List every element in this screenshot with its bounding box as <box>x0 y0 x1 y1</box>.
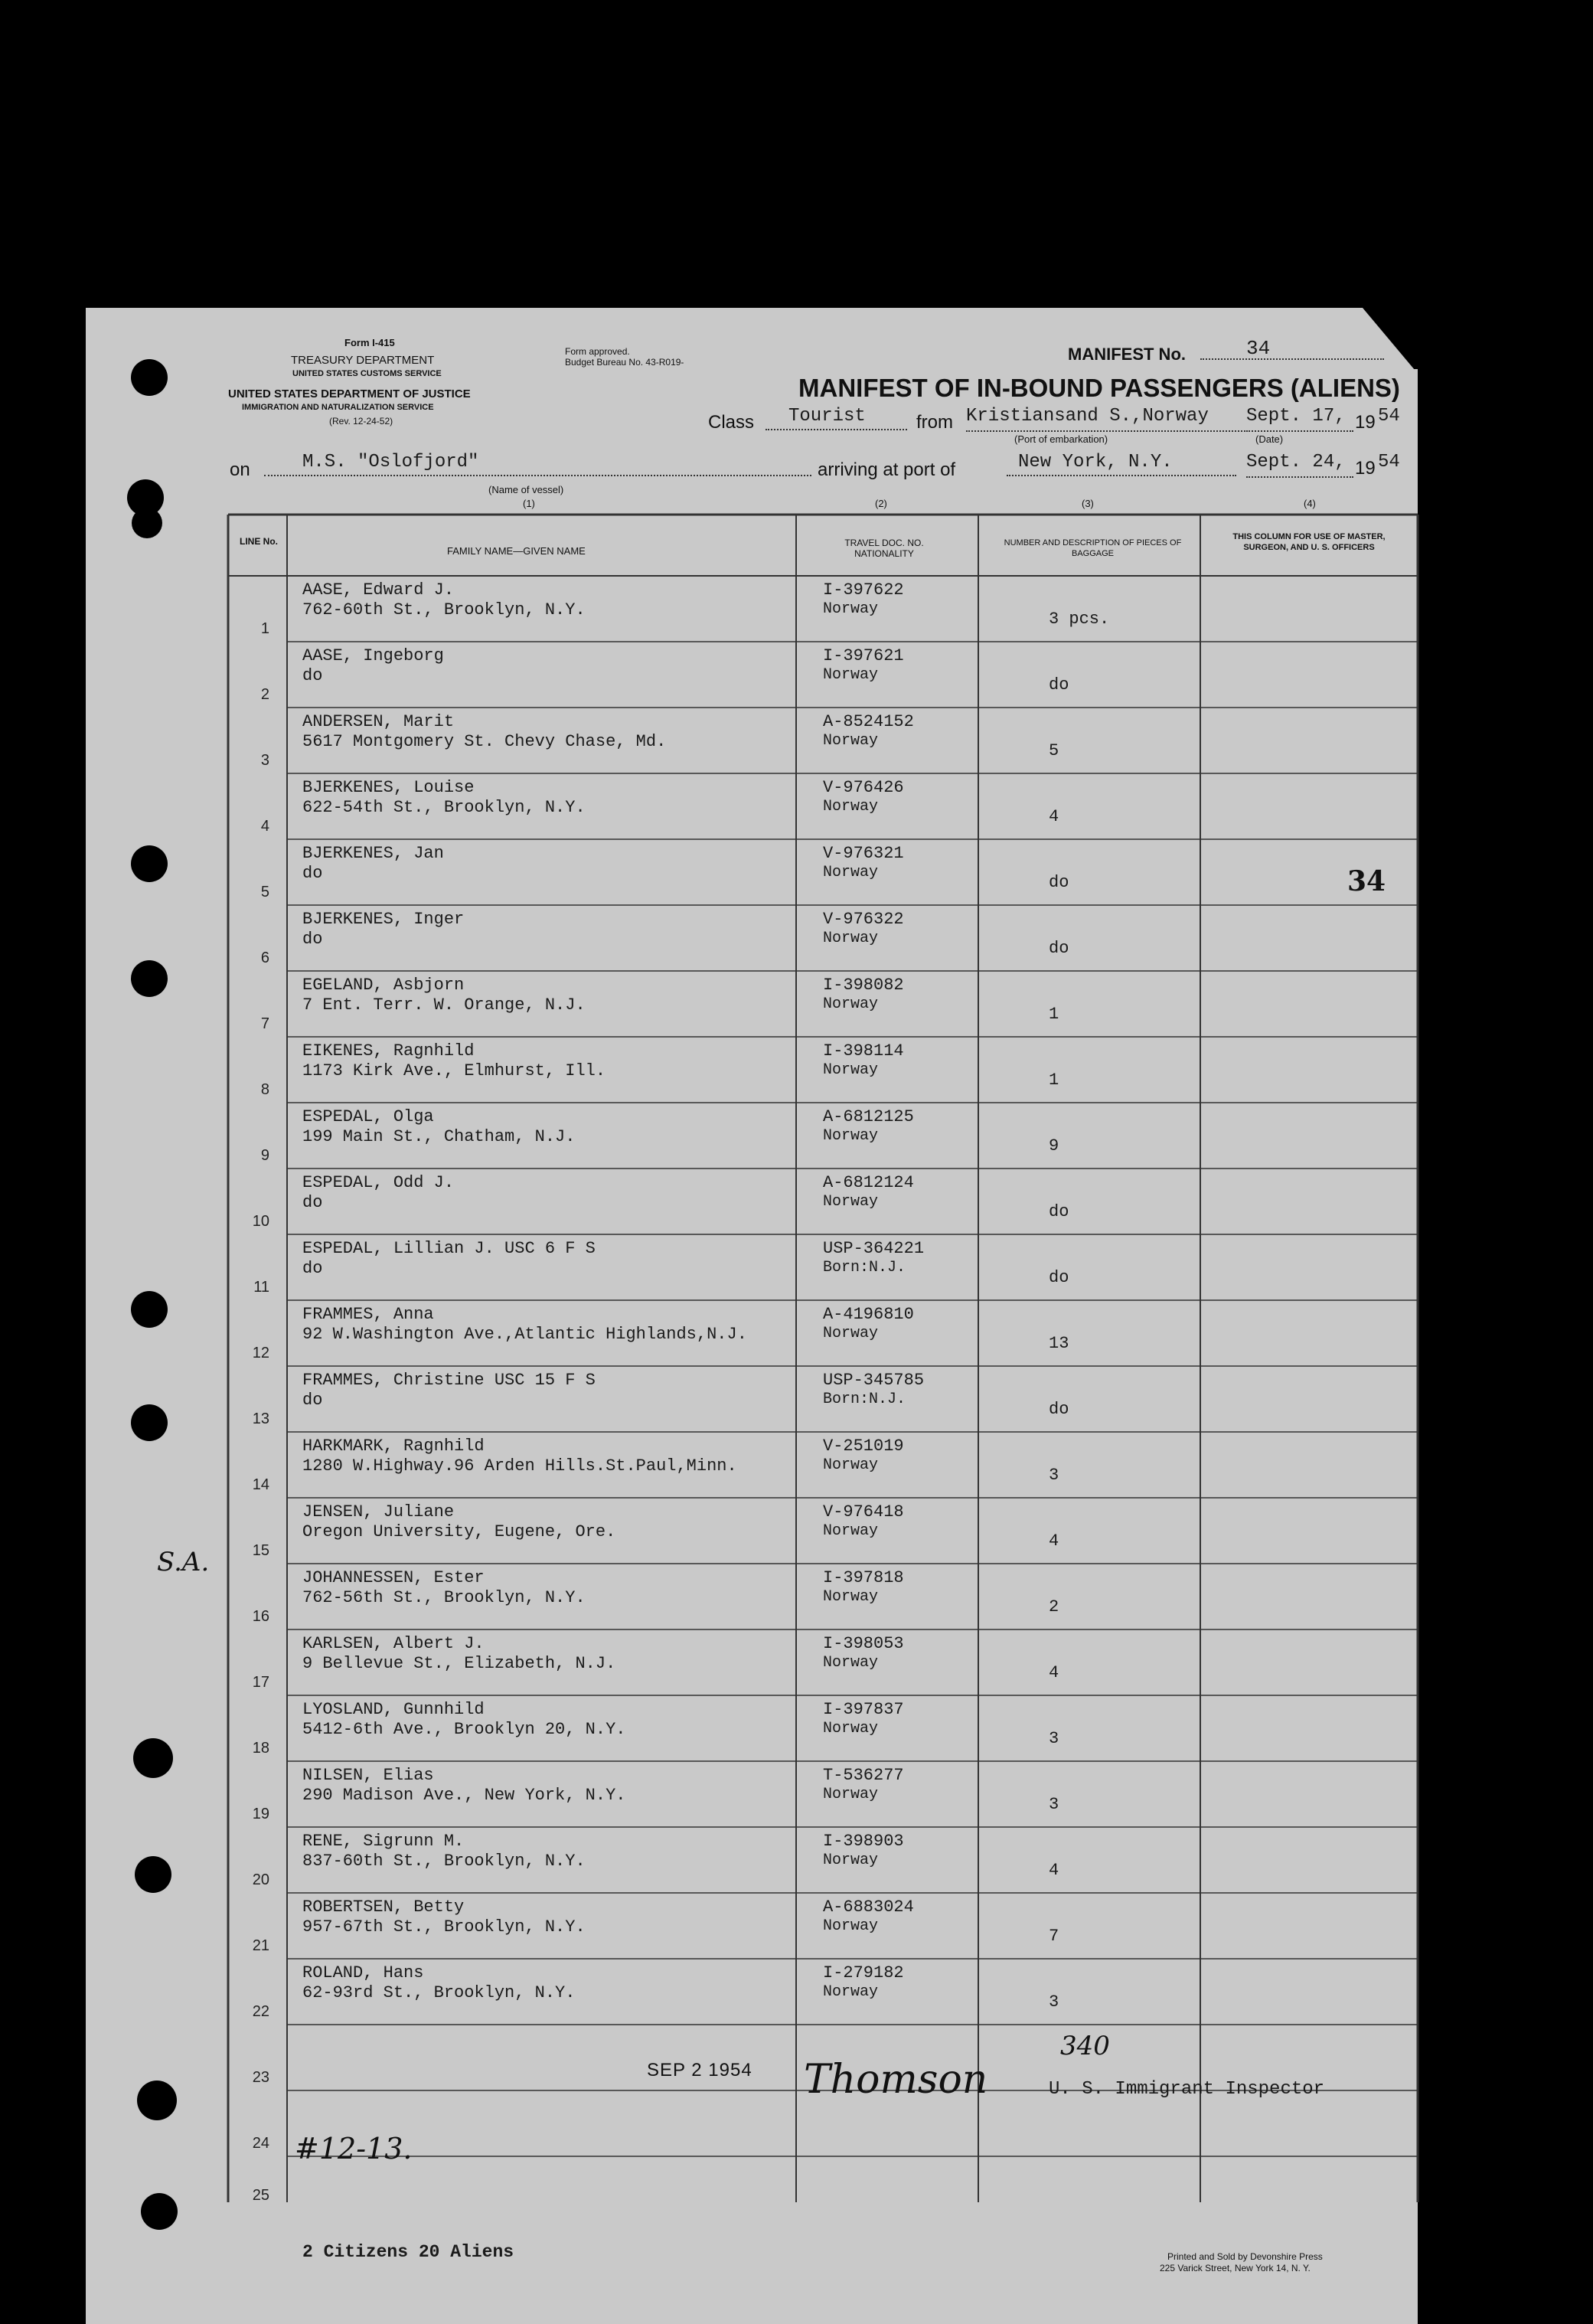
class-value: Tourist <box>765 406 907 430</box>
form-id: Form I-415 <box>344 337 395 348</box>
customs-service: UNITED STATES CUSTOMS SERVICE <box>292 369 442 378</box>
travel-doc-number: I-279182 <box>823 1963 904 1982</box>
baggage-count: 3 <box>1049 1795 1059 1814</box>
line-number: 13 <box>252 1410 269 1427</box>
arrival-year: 54 <box>1378 452 1400 472</box>
travel-doc-number: I-398053 <box>823 1634 904 1653</box>
line-number: 21 <box>252 1937 269 1954</box>
line-number: 14 <box>252 1476 269 1493</box>
line-number: 12 <box>252 1345 269 1361</box>
family-name: NILSEN, Elias <box>302 1766 434 1785</box>
nationality: Norway <box>823 1127 879 1145</box>
embarkation-date: Sept. 17, <box>1246 406 1353 432</box>
line-number: 15 <box>252 1542 269 1559</box>
embarkation-year-prefix: 19 <box>1355 412 1376 433</box>
arrival-year-prefix: 19 <box>1355 458 1376 479</box>
baggage-count: 4 <box>1049 1861 1059 1880</box>
family-name: AASE, Edward J. <box>302 580 455 600</box>
family-name: JOHANNESSEN, Ester <box>302 1568 485 1587</box>
embarkation-year: 54 <box>1378 406 1400 427</box>
line-number: 24 <box>252 2135 269 2152</box>
line-number: 1 <box>260 620 269 637</box>
nationality: Born:N.J. <box>823 1259 906 1276</box>
vessel-caption: (Name of vessel) <box>488 484 564 495</box>
address: 762-60th St., Brooklyn, N.Y. <box>302 600 586 619</box>
nationality: Norway <box>823 1786 879 1803</box>
baggage-count: 3 pcs. <box>1049 610 1110 629</box>
header-line-no: LINE No. <box>240 536 278 547</box>
address: do <box>302 1193 323 1212</box>
line-24-note: #12-13. <box>295 2132 413 2165</box>
arrival-port: New York, N.Y. <box>1007 452 1236 476</box>
travel-doc-number: A-8524152 <box>823 712 914 731</box>
ins-name: IMMIGRATION AND NATURALIZATION SERVICE <box>242 403 434 412</box>
family-name: ESPEDAL, Odd J. <box>302 1173 455 1192</box>
family-name: BJERKENES, Jan <box>302 844 444 863</box>
line-number: 19 <box>252 1806 269 1822</box>
family-name: FRAMMES, Anna <box>302 1305 434 1324</box>
address: 7 Ent. Terr. W. Orange, N.J. <box>302 995 586 1015</box>
nationality: Norway <box>823 666 879 684</box>
travel-doc-number: USP-345785 <box>823 1371 925 1390</box>
on-label: on <box>230 459 250 480</box>
travel-doc-number: USP-364221 <box>823 1239 925 1258</box>
manifest-title: MANIFEST OF IN-BOUND PASSENGERS (ALIENS) <box>798 374 1400 402</box>
address: 957-67th St., Brooklyn, N.Y. <box>302 1917 586 1937</box>
baggage-count: do <box>1049 1202 1069 1221</box>
line-number: 22 <box>252 2003 269 2020</box>
travel-doc-number: V-976426 <box>823 778 904 797</box>
nationality: Norway <box>823 1193 879 1211</box>
line-number: 8 <box>260 1081 269 1098</box>
family-name: EGELAND, Asbjorn <box>302 976 465 995</box>
printer-line-2: 225 Varick Street, New York 14, N. Y. <box>1160 2263 1311 2273</box>
officer-number: 34 <box>1347 865 1386 897</box>
arrival-date: Sept. 24, <box>1246 452 1353 478</box>
baggage-count: 4 <box>1049 807 1059 826</box>
address: do <box>302 1259 323 1278</box>
line-number: 6 <box>260 950 269 966</box>
travel-doc-number: V-251019 <box>823 1437 904 1456</box>
travel-doc-number: I-397621 <box>823 646 904 665</box>
footer-summary: 2 Citizens 20 Aliens <box>302 2242 514 2262</box>
col3-number: (3) <box>1082 498 1094 509</box>
line-number: 10 <box>252 1213 269 1230</box>
family-name: AASE, Ingeborg <box>302 646 444 665</box>
travel-doc-number: I-398903 <box>823 1832 904 1851</box>
travel-doc-number: I-398082 <box>823 976 904 995</box>
family-name: BJERKENES, Inger <box>302 910 465 929</box>
travel-doc-number: I-397837 <box>823 1700 904 1719</box>
baggage-count: do <box>1049 873 1069 892</box>
family-name: JENSEN, Juliane <box>302 1502 455 1522</box>
line-number: 25 <box>252 2187 269 2204</box>
address: 9 Bellevue St., Elizabeth, N.J. <box>302 1654 616 1673</box>
address: Oregon University, Eugene, Ore. <box>302 1522 616 1541</box>
arriving-label: arriving at port of <box>818 459 956 480</box>
nationality: Norway <box>823 1852 879 1869</box>
travel-doc-number: A-6812125 <box>823 1107 914 1126</box>
date-caption: (Date) <box>1255 433 1284 445</box>
baggage-count: 3 <box>1049 1992 1059 2012</box>
travel-doc-number: I-398114 <box>823 1041 904 1061</box>
line-number: 11 <box>253 1279 269 1296</box>
revision: (Rev. 12-24-52) <box>329 416 393 427</box>
travel-doc-number: I-397818 <box>823 1568 904 1587</box>
travel-doc-number: V-976322 <box>823 910 904 929</box>
nationality: Norway <box>823 600 879 618</box>
margin-sa-note: S.A. <box>157 1547 210 1577</box>
col4-number: (4) <box>1304 498 1316 509</box>
line-number: 3 <box>260 752 269 769</box>
address: 837-60th St., Brooklyn, N.Y. <box>302 1852 586 1871</box>
family-name: FRAMMES, Christine USC 15 F S <box>302 1371 596 1390</box>
header-name: FAMILY NAME—GIVEN NAME <box>447 545 586 557</box>
address: 1280 W.Highway.96 Arden Hills.St.Paul,Minn. <box>302 1456 737 1476</box>
line-number: 4 <box>260 818 269 835</box>
travel-doc-number: A-6883024 <box>823 1897 914 1917</box>
line-number: 7 <box>260 1015 269 1032</box>
approval-line-1: Form approved. <box>565 346 630 357</box>
class-label: Class <box>708 412 755 433</box>
baggage-count: do <box>1049 675 1069 695</box>
baggage-count: 7 <box>1049 1927 1059 1946</box>
baggage-count: 3 <box>1049 1729 1059 1748</box>
nationality: Norway <box>823 995 879 1013</box>
code-340: 340 <box>1060 2031 1110 2061</box>
address: do <box>302 666 323 685</box>
col2-number: (2) <box>875 498 887 509</box>
inspection-stamp-date: SEP 2 1954 <box>647 2060 752 2080</box>
travel-doc-number: A-4196810 <box>823 1305 914 1324</box>
col1-number: (1) <box>523 498 535 509</box>
nationality: Born:N.J. <box>823 1391 906 1408</box>
approval-line-2: Budget Bureau No. 43-R019- <box>565 357 684 368</box>
baggage-count: 13 <box>1049 1334 1069 1353</box>
address: do <box>302 864 323 883</box>
travel-doc-number: I-397622 <box>823 580 904 600</box>
family-name: ANDERSEN, Marit <box>302 712 455 731</box>
nationality: Norway <box>823 864 879 881</box>
nationality: Norway <box>823 1325 879 1342</box>
baggage-count: 2 <box>1049 1597 1059 1616</box>
address: do <box>302 1391 323 1410</box>
travel-doc-number: V-976418 <box>823 1502 904 1522</box>
header-travel-doc: TRAVEL DOC. NO. NATIONALITY <box>844 538 924 559</box>
inspector-title: U. S. Immigrant Inspector <box>1049 2079 1325 2100</box>
address: 1173 Kirk Ave., Elmhurst, Ill. <box>302 1061 606 1080</box>
family-name: BJERKENES, Louise <box>302 778 475 797</box>
address: 622-54th St., Brooklyn, N.Y. <box>302 798 586 817</box>
line-number: 18 <box>252 1740 269 1757</box>
printer-line-1: Printed and Sold by Devonshire Press <box>1167 2251 1323 2262</box>
travel-doc-number: V-976321 <box>823 844 904 863</box>
travel-doc-number: A-6812124 <box>823 1173 914 1192</box>
nationality: Norway <box>823 1061 879 1079</box>
nationality: Norway <box>823 1917 879 1935</box>
nationality: Norway <box>823 1983 879 2001</box>
header-baggage: NUMBER AND DESCRIPTION OF PIECES OF BAGGAGE <box>1004 538 1182 558</box>
address: 5412-6th Ave., Brooklyn 20, N.Y. <box>302 1720 626 1739</box>
family-name: HARKMARK, Ragnhild <box>302 1437 485 1456</box>
family-name: EIKENES, Ragnhild <box>302 1041 475 1061</box>
line-number: 9 <box>260 1147 269 1164</box>
address: 762-56th St., Brooklyn, N.Y. <box>302 1588 586 1607</box>
nationality: Norway <box>823 1654 879 1672</box>
baggage-count: 4 <box>1049 1531 1059 1551</box>
address: 5617 Montgomery St. Chevy Chase, Md. <box>302 732 667 751</box>
baggage-count: 1 <box>1049 1005 1059 1024</box>
line-number: 23 <box>252 2069 269 2086</box>
family-name: LYOSLAND, Gunnhild <box>302 1700 485 1719</box>
line-number: 16 <box>252 1608 269 1625</box>
baggage-count: 3 <box>1049 1466 1059 1485</box>
family-name: KARLSEN, Albert J. <box>302 1634 485 1653</box>
nationality: Norway <box>823 1588 879 1606</box>
dept-justice: UNITED STATES DEPARTMENT OF JUSTICE <box>228 387 471 400</box>
family-name: ESPEDAL, Olga <box>302 1107 434 1126</box>
nationality: Norway <box>823 930 879 947</box>
nationality: Norway <box>823 732 879 750</box>
vessel-name: M.S. "Oslofjord" <box>264 452 811 476</box>
dept-treasury: TREASURY DEPARTMENT <box>291 354 435 367</box>
inspector-signature: Thomson <box>804 2057 988 2103</box>
address: 199 Main St., Chatham, N.J. <box>302 1127 576 1146</box>
baggage-count: do <box>1049 1400 1069 1419</box>
address: do <box>302 930 323 949</box>
manifest-no-label: MANIFEST No. <box>1068 345 1186 364</box>
baggage-count: 5 <box>1049 741 1059 760</box>
address: 290 Madison Ave., New York, N.Y. <box>302 1786 626 1805</box>
baggage-count: 1 <box>1049 1070 1059 1090</box>
baggage-count: 4 <box>1049 1663 1059 1682</box>
line-number: 17 <box>252 1674 269 1691</box>
line-number: 20 <box>252 1871 269 1888</box>
baggage-count: 9 <box>1049 1136 1059 1155</box>
family-name: ROLAND, Hans <box>302 1963 424 1982</box>
family-name: RENE, Sigrunn M. <box>302 1832 465 1851</box>
address: 92 W.Washington Ave.,Atlantic Highlands,N.J. <box>302 1325 747 1344</box>
travel-doc-number: T-536277 <box>823 1766 904 1785</box>
family-name: ROBERTSEN, Betty <box>302 1897 465 1917</box>
baggage-count: do <box>1049 1268 1069 1287</box>
nationality: Norway <box>823 1522 879 1540</box>
from-label: from <box>916 412 953 433</box>
line-number: 5 <box>260 884 269 901</box>
baggage-count: do <box>1049 939 1069 958</box>
family-name: ESPEDAL, Lillian J. USC 6 F S <box>302 1239 596 1258</box>
header-officers: THIS COLUMN FOR USE OF MASTER, SURGEON, AND U. S. OFFICERS <box>1232 532 1386 552</box>
address: 62-93rd St., Brooklyn, N.Y. <box>302 1983 576 2002</box>
port-caption: (Port of embarkation) <box>1014 433 1108 445</box>
nationality: Norway <box>823 798 879 816</box>
line-number: 2 <box>260 686 269 703</box>
nationality: Norway <box>823 1456 879 1474</box>
manifest-no-value: 34 <box>1200 337 1384 360</box>
nationality: Norway <box>823 1720 879 1737</box>
port-of-embarkation: Kristiansand S.,Norway <box>966 406 1245 432</box>
